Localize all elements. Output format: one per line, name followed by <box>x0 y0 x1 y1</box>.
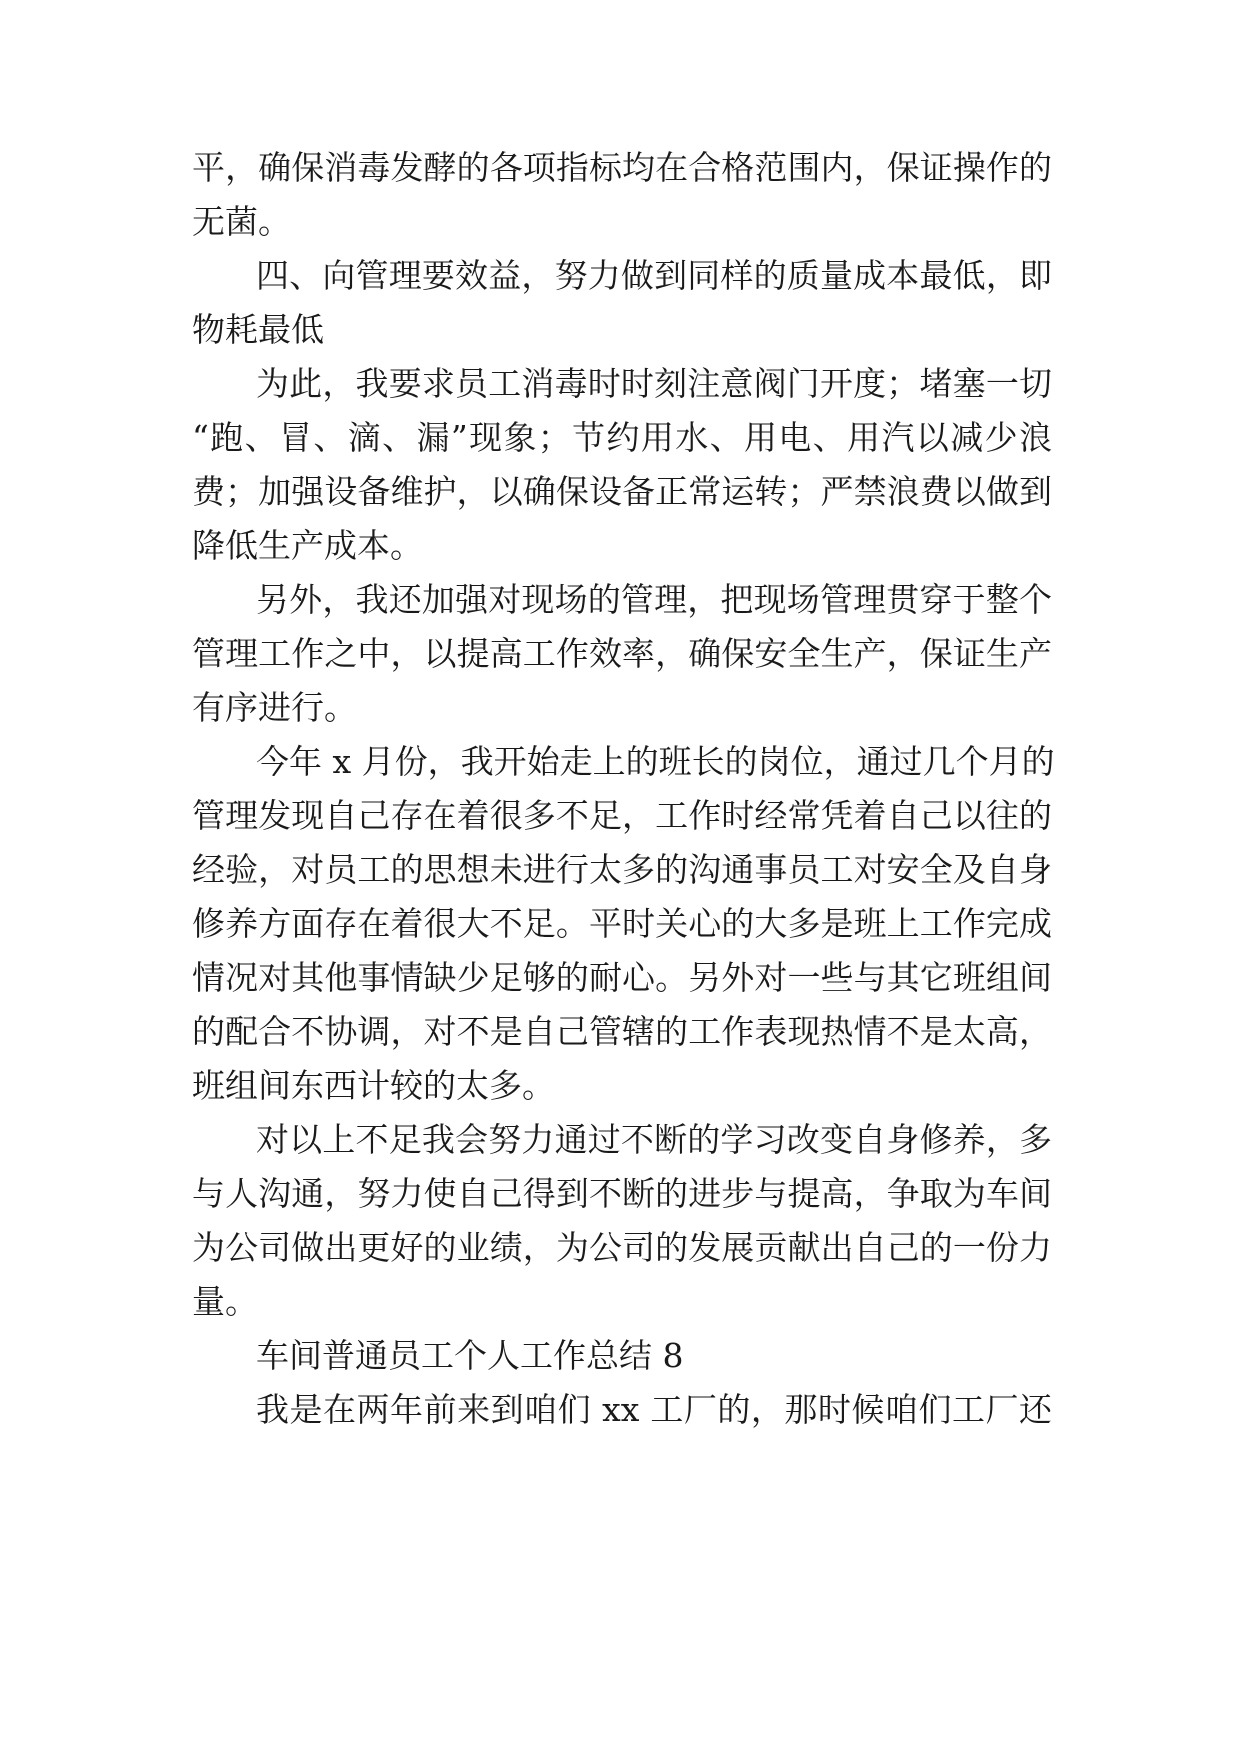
text-line: 降低生产成本。 <box>192 526 423 565</box>
section-heading: 四、向管理要效益，努力做到同样的质量成本最低，即 <box>256 256 1052 295</box>
section-heading: 物耗最低 <box>192 310 324 349</box>
text-line: 对以上不足我会努力通过不断的学习改变自身修养，多 <box>256 1120 1052 1159</box>
text-line: 今年 x 月份，我开始走上的班长的岗位，通过几个月的 <box>256 742 1055 781</box>
text-line: 管理工作之中，以提高工作效率，确保安全生产，保证生产 <box>192 634 1052 673</box>
text-line: 无菌。 <box>192 202 291 241</box>
text-line: 情况对其他事情缺少足够的耐心。另外对一些与其它班组间 <box>192 958 1052 997</box>
text-line: 为公司做出更好的业绩，为公司的发展贡献出自己的一份力 <box>192 1228 1052 1267</box>
text-line: 为此，我要求员工消毒时时刻注意阀门开度；堵塞一切 <box>256 364 1052 403</box>
text-line: 班组间东西计较的太多。 <box>192 1066 555 1105</box>
section-title: 车间普通员工个人工作总结 8 <box>256 1336 684 1375</box>
text-line: 量。 <box>192 1282 258 1321</box>
text-line: 有序进行。 <box>192 688 357 727</box>
text-line: 费；加强设备维护，以确保设备正常运转；严禁浪费以做到 <box>192 472 1052 511</box>
text-line: 管理发现自己存在着很多不足，工作时经常凭着自己以往的 <box>192 796 1052 835</box>
text-line: 修养方面存在着很大不足。平时关心的大多是班上工作完成 <box>192 904 1052 943</box>
text-line: 平，确保消毒发酵的各项指标均在合格范围内，保证操作的 <box>192 148 1052 187</box>
text-line: “跑、冒、滴、漏”现象；节约用水、用电、用汽以减少浪 <box>192 418 1052 457</box>
text-line: 经验，对员工的思想未进行太多的沟通事员工对安全及自身 <box>192 850 1052 889</box>
text-line: 另外，我还加强对现场的管理，把现场管理贯穿于整个 <box>256 580 1052 619</box>
text-line: 与人沟通，努力使自己得到不断的进步与提高，争取为车间 <box>192 1174 1052 1213</box>
text-line: 我是在两年前来到咱们 xx 工厂的，那时候咱们工厂还 <box>256 1390 1052 1429</box>
text-line: 的配合不协调，对不是自己管辖的工作表现热情不是太高， <box>192 1012 1052 1051</box>
